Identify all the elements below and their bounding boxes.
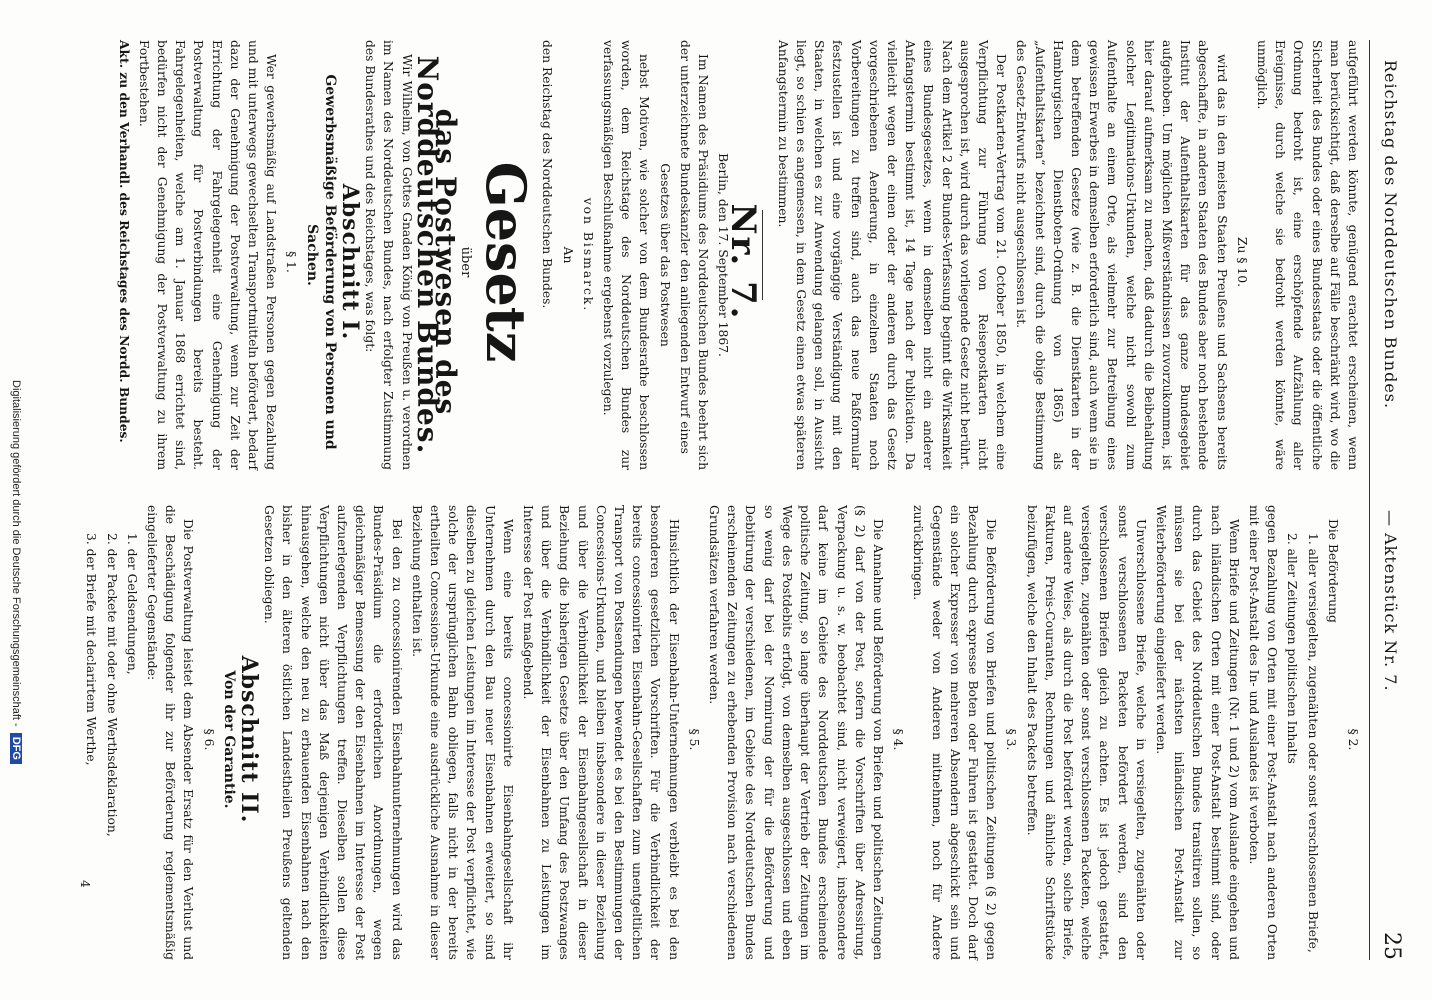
section-subtitle: Von der Garantie. xyxy=(220,670,237,809)
list-item: 1. der Geldsendungen, xyxy=(124,533,139,675)
law-subtitle: das Postwesen des Norddeutschen Bundes. xyxy=(410,55,463,455)
paragraph: nebst Motiven, wie solcher von dem Bundesrathe beschlossen worden, dem Reichstage des Norddeutschen Bundes zur verfassungsmäßigen Beschlußnahme ergebenst vorzulegen. xyxy=(601,40,652,470)
signature: von Bismarck. xyxy=(580,197,595,313)
section-heading: Zu § 10. xyxy=(1234,237,1249,287)
paragraph: Wer gewerbsmäßig auf Landstraßen Personen gegen Bezahlung und mit unterwegs gewechselten Transportmitteln befördert, bedarf dazu der Genehmigung der Postverwaltung, wenn zur Zeit der Errichtung der Fahrgelegenheit eine Genehmigung der Postverwaltung für Postverbindungen bereits besteht. Fahrgelegenheiten, welche am 1. Januar 1868 errichtet sind, bedürfen nicht der Genehmigung der Postverwaltung zu ihrem Fortbestehen. xyxy=(136,40,279,470)
signature-mark: 4 xyxy=(78,880,92,888)
law-title-connector: über xyxy=(458,246,474,278)
left-column xyxy=(112,40,1362,470)
address-line: An xyxy=(560,246,575,264)
credit-text: Digitalisierung gefördert durch die Deutsche Forschungsgemeinschaft - xyxy=(10,380,22,727)
paragraph: Die Postverwaltung leistet dem Absender Ersatz für den Verlust und die Beschädigung folgender ihr zur Beförderung reglementsmäßig eingelieferter Gegenstände: xyxy=(145,505,196,960)
paragraph: Die Beförderung xyxy=(1325,519,1340,623)
page-number: 25 xyxy=(1379,932,1404,960)
paragraph: Wenn Briefe und Zeitungen (Nr. 1 und 2) vom Auslande eingehen und nach inländischen Orten mit einer Post-Anstalt bestimmt sind, oder durch das Gebiet des Norddeutschen Bundes transitiren sollen, so müssen sie bei der nächsten inländischen Post-Anstalt zur Weiterbeförderung eingeliefert werden. xyxy=(1153,505,1241,960)
paragraph: aufgeführt werden könnte, genügend erachtet erscheinen, wenn man berücksichtigt, daß derselbe auf Fälle beschränkt wird, wo die Sicherheit des Bundes oder eines Bundesstaats oder die öffentliche Ordnung bedroht ist, eine erschöpfende Aufzählung aller Ereignisse, durch welche sie bedroht werden könnte, wäre unmöglich. xyxy=(1254,40,1360,470)
section-heading: § 4. xyxy=(891,728,906,751)
header-title-left: Reichstag des Norddeutschen Bundes. xyxy=(1381,60,1400,410)
footer-note: Akt. zu den Verhandl. des Reichstages des Nordd. Bundes. xyxy=(116,40,132,443)
list-item: 1. aller versiegelten, zugenähten oder sonst verschlossenen Briefe, xyxy=(1305,533,1320,953)
section-subtitle: Gewerbsmäßige Beförderung von Personen und Sachen. xyxy=(303,74,338,450)
paragraph: Die Annahme und Beförderung von Briefen und politischen Zeitungen (§ 2) darf von der Post, sofern die Vorschriften über Adressirung, Verpackung u. s. w. beobachtet sind, nicht verweigert, insbesondere darf keine im Gebiete des Norddeutschen Bundes erscheinende politische Zeitung, so lange überhaupt der Vertrieb der Zeitungen im Wege des Postdebits erfolgt, von demselben ausgeschlossen und eben so wenig darf bei der Normirung der für die Beförderung und Debitirung der verschiedenen, im Gebiete des Norddeutschen Bundes erscheinenden Zeitungen zu erhebenden Provision nach verschiedenen Grundsätzen verfahren werden. xyxy=(707,505,885,960)
section-title: Abschnitt I. xyxy=(337,183,364,341)
digitization-credit xyxy=(10,380,22,764)
paragraph: Im Namen des Präsidiums des Norddeutschen Bundes beehrt sich der unterzeichnete Bundeskanzler den anliegenden Entwurf eines xyxy=(677,40,711,470)
paragraph: Unverschlossene Briefe, welche in versiegelten, zugenähten oder sonst verschlossenen Packeten befördert werden, sind den verschlossenen Briefen gleich zu achten. Es ist jedoch gestattet, versiegelten, zugenähten oder sonst verschlossenen Packeten, welche auf andere Weise, als durch die Post befördert werden, solche Briefe, Fakturen, Preis-Couranten, Rechnungen und ähnliche Schriftstücke beizufügen, welche den Inhalt des Packets betreffen. xyxy=(1024,505,1148,960)
document-number: Nr. 7. xyxy=(723,203,764,321)
page-header xyxy=(1374,40,1404,960)
dfg-logo: DFG xyxy=(10,733,22,764)
paragraph: Gesetzes über das Postwesen xyxy=(657,163,672,347)
paragraph: Der Postkarten-Vertrag vom 21. October 1850, in welchem eine Verpflichtung zur Führung von Reisepostkarten nicht ausgesprochen ist, wird durch das vorliegende Gesetz nicht berührt. Nach dem Artikel 2 der Bundes-Verfassung beginnt die Wirksamkeit eines Bundesgesetzes, wenn in demselben nicht ein anderer Anfangstermin bestimmt ist, 14 Tage nach der Publication. Da vielleicht wegen der einen oder der anderen durch das Gesetz vorgeschriebenen Aenderung, in einzelnen Staaten noch Vorbereitungen zu treffen sind, auch das neue Paßformular festzustellen ist und eine vorgängige Verständigung mit den Staaten, in welchen es zur Anwendung gelangen soll, in Aussicht liegt, so schien es angemessen, in dem Gesetz einen etwas späteren Anfangstermin zu bestimmen. xyxy=(775,40,1009,470)
paragraph: Hinsichtlich der Eisenbahn-Unternehmungen verbleibt es bei den besonderen gesetzlichen Vorschriften. Für die Verbindlichkeit der bereits concessionirten Eisenbahn-Gesellschaften zum unentgeltlichen Transport von Postsendungen bewendet es bei den Bestimmungen der Concessions-Urkunden, und bleiben insbesondere in dieser Beziehung und über die Verbindlichkeit der Eisenbahngesellschaft in dieser Beziehung die bisherigen Gesetze über den Umfang des Postzwanges und über die Verbindlichkeit der Eisenbahnen zu Leistungen im Interesse der Post maßgebend. xyxy=(521,505,681,960)
law-title: Gesetz xyxy=(474,161,539,363)
paragraph: gegen Bezahlung von Orten mit einer Post-Anstalt nach anderen Orten mit einer Post-Anstalt des In- und Auslandes ist verboten. xyxy=(1246,505,1280,960)
header-title-right: — Aktenstück Nr. 7. xyxy=(1381,510,1400,692)
paragraph: Wenn eine bereits concessionirte Eisenbahngesellschaft ihr Unternehmen durch den Bau neuer Eisenbahnen erweitert, so sind dieselben zu gleichen Leistungen im Interesse der Post verpflichtet, wie solche der ursprünglichen Bahn obliegen, falls nicht in der bereits ertheilten Concessions-Urkunde eine ausdrückliche Ausnahme in dieser Beziehung enthalten ist. xyxy=(409,505,515,960)
list-item: 3. der Briefe mit declarirtem Werthe, xyxy=(84,533,99,766)
address-line: den Reichstag des Norddeutschen Bundes. xyxy=(540,40,555,309)
list-item: 2. aller Zeitungen politischen Inhalts xyxy=(1285,533,1300,764)
date-line: Berlin, den 17. September 1867. xyxy=(716,153,731,357)
right-column xyxy=(80,505,1362,960)
paragraph: Die Beförderung von Briefen und politischen Zeitungen (§ 2) gegen Bezahlung durch expresse Boten oder Fuhren ist gestattet. Doch darf ein solcher Expresser von mehreren Absendern abgeschickt sein und Gegenstände weder von Anderen mitnehmen, noch für Andere zurückbringen. xyxy=(911,505,999,960)
section-heading: § 1. xyxy=(284,251,299,273)
section-heading: § 3. xyxy=(1004,728,1019,751)
paragraph: wird das in den meisten Staaten Preußens und Sachsens bereits abgeschaffte, in anderen Staaten des Bundes aber noch bestehende Institut der Aufenthaltskarten für das ganze Bundesgebiet aufgehoben. Um möglichen Mißverständnissen zuvorzukommen, ist hier darauf aufmerksam zu machen, daß dadurch die Beibehaltung solcher Legitimations-Urkunden, welche nicht sowohl zum Aufenthalte an einem Orte, als vielmehr zur Betreibung eines gewissen Erwerbes in demselben erforderlich sind, auch wenn sie in dem betreffenden Gesetze (wie z. B. die Dienstkarten in der Hamburgischen Dienstboten-Ordnung von 1865) als „Aufenthaltskarten“ bezeichnet sind, durch die obige Bestimmung des Gesetz-Entwurfs nicht ausgeschlossen ist. xyxy=(1014,40,1229,470)
paragraph: Bei den zu concessionirenden Eisenbahnunternehmungen wird das Bundes-Präsidium die erforderlichen Anordnungen, wegen gleichmäßiger Bemessung der den Eisenbahnen im Interesse der Post aufzuerlegenden Verpflichtungen treffen. Dieselben sollen diese Verpflichtungen nicht über das Maß derjenigen Verbindlichkeiten hinausgehen, welche den neu zu erbauenden Eisenbahnen nach den bisher in den älteren östlichen Landestheilen Preußens geltenden Gesetzen obliegen. xyxy=(262,505,404,960)
section-heading: § 2. xyxy=(1346,728,1360,751)
paragraph: Wir Wilhelm, von Gottes Gnaden König von Preußen u. verordnen im Namen des Norddeutschen Bundes, nach erfolgter Zustimmung des Bundesrathes und des Reichstages, was folgt: xyxy=(363,40,414,470)
section-heading: § 5. xyxy=(686,728,701,751)
section-title: Abschnitt II. xyxy=(236,655,263,824)
list-item: 2. der Packete mit oder ohne Werthsdeklaration, xyxy=(104,533,119,837)
header-rule xyxy=(1369,40,1370,960)
section-heading: § 6. xyxy=(201,728,216,751)
